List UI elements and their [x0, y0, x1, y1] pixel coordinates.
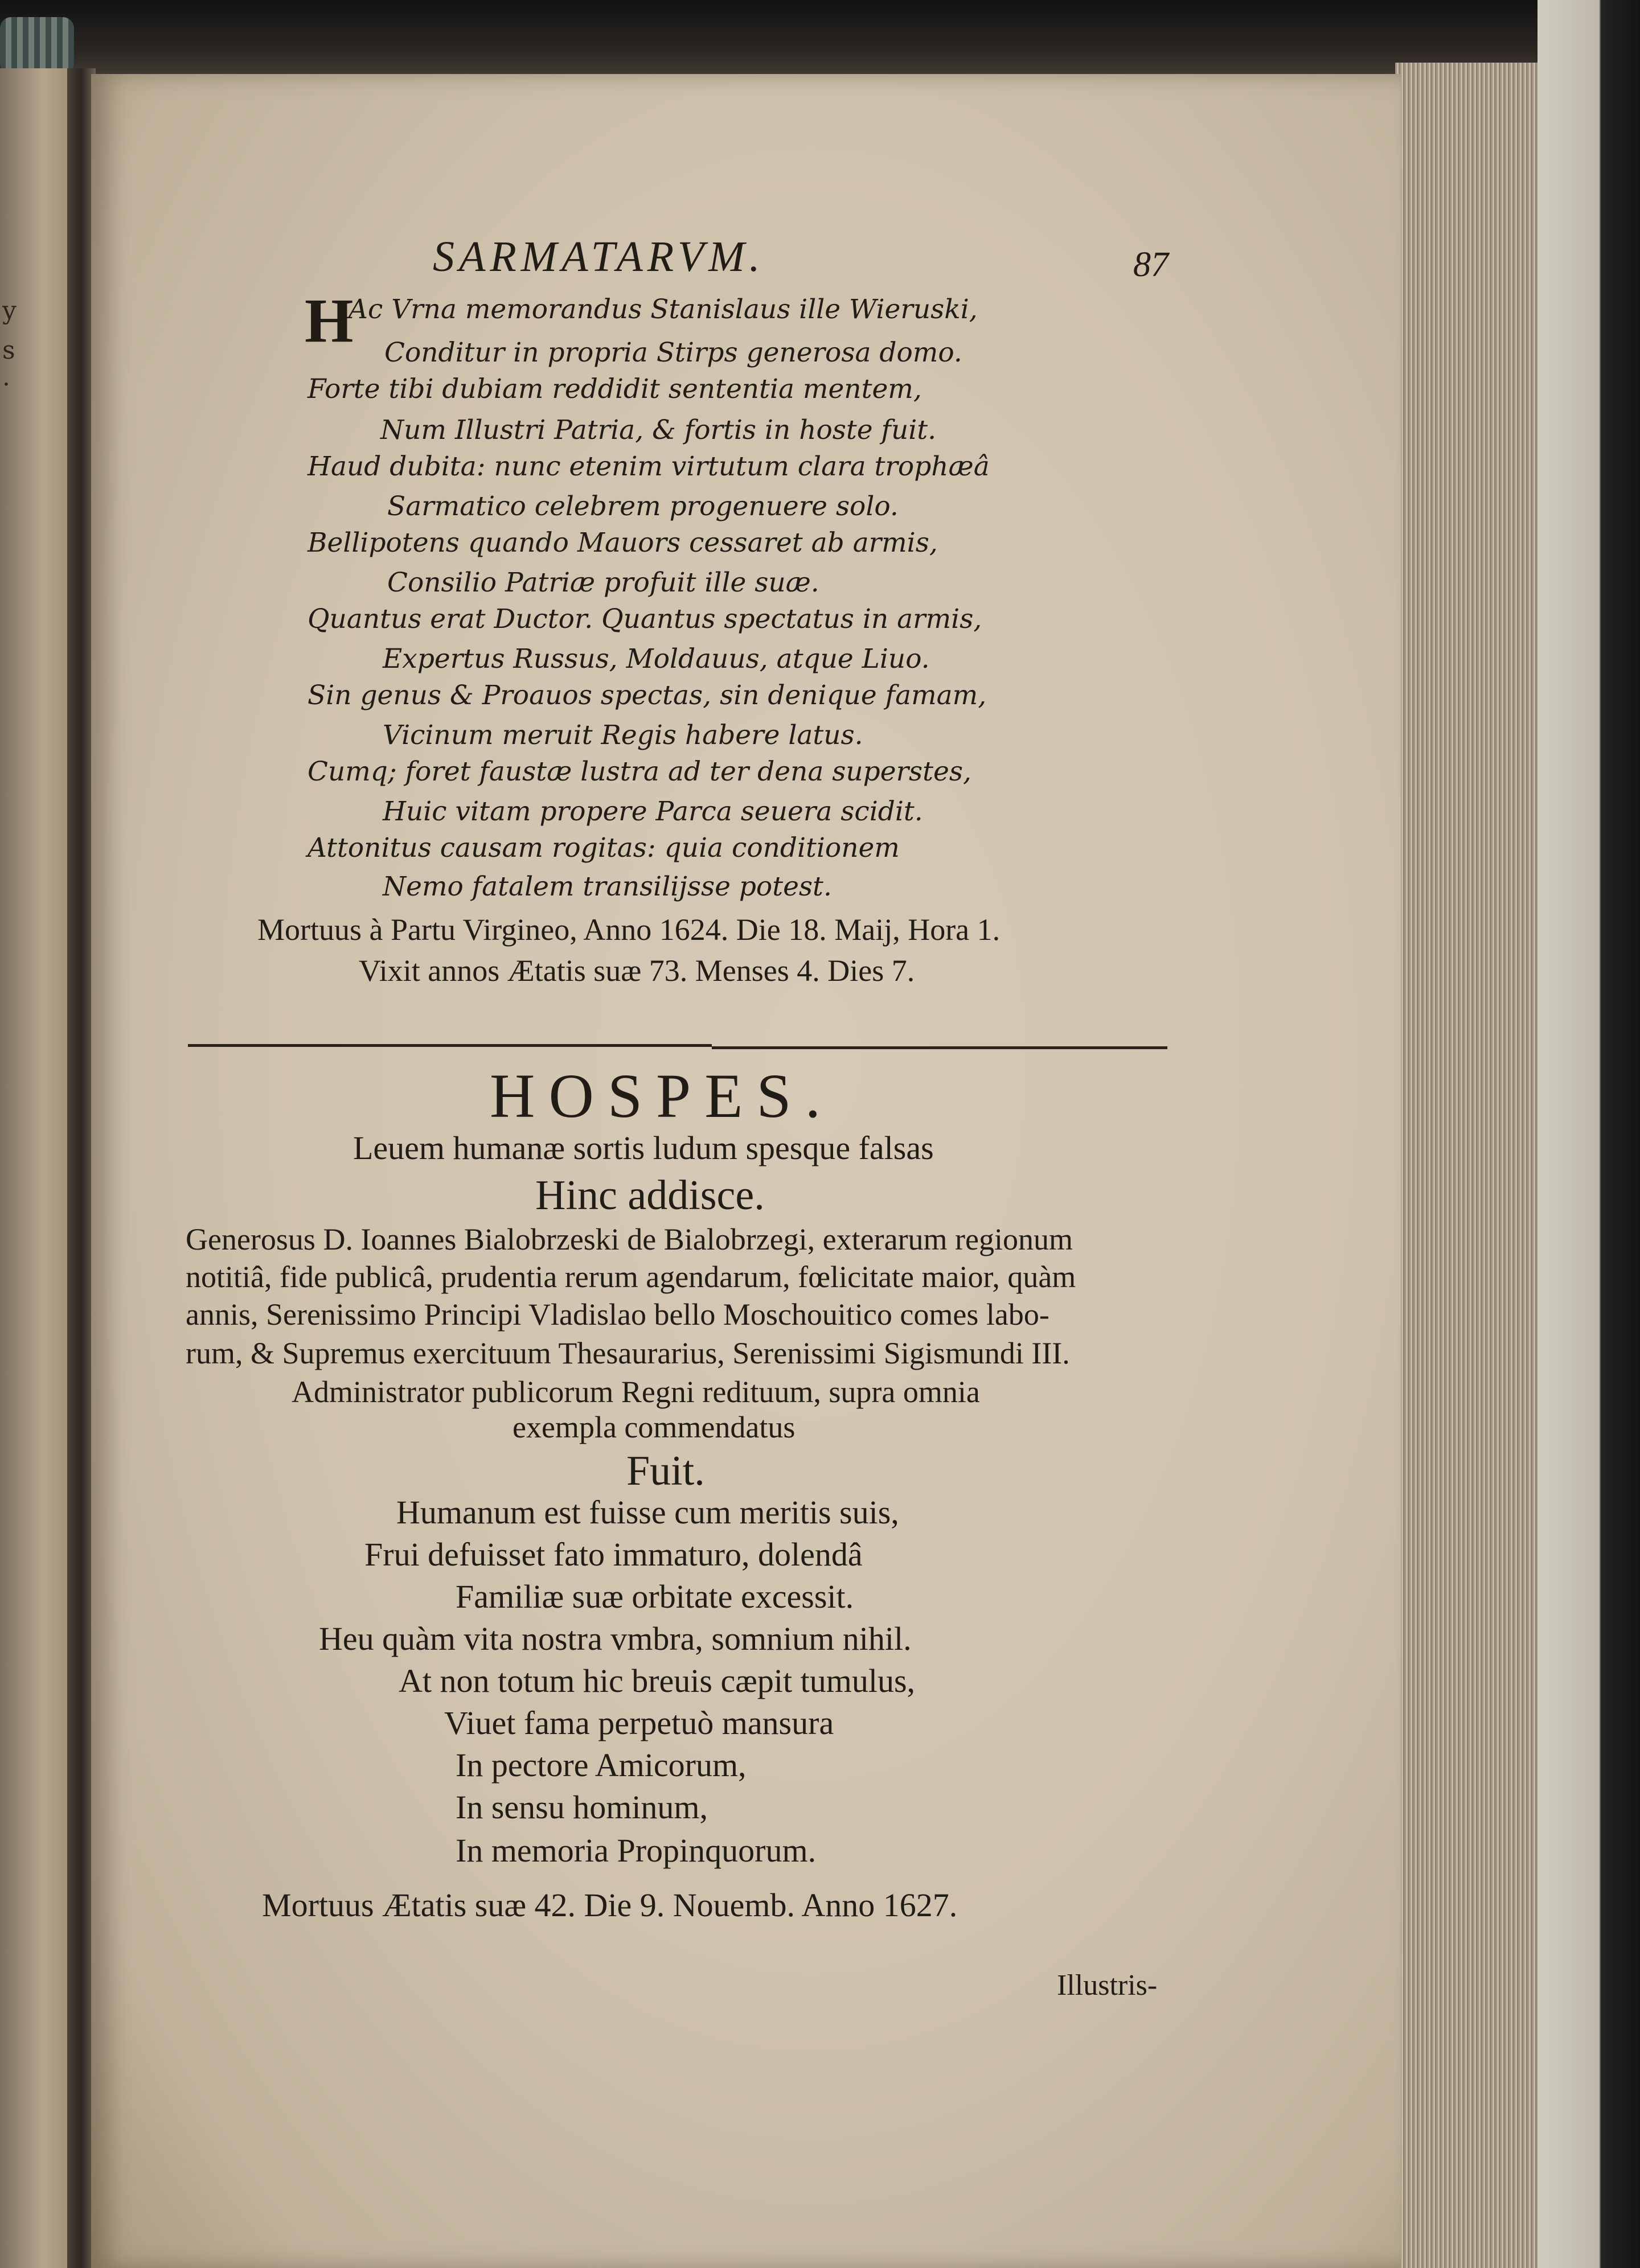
verse-line: Conditur in propria Stirps generosa domo. — [384, 337, 962, 368]
left-fragment: y — [2, 296, 17, 325]
paragraph-line: Generosus D. Ioannes Bialobrzeski de Bialobrzegi, exterarum regionum — [186, 1222, 1073, 1256]
verse-line: Viuet fama perpetuò mansura — [444, 1704, 834, 1741]
death-date-line: Mortuus à Partu Virgineo, Anno 1624. Die 18. Maij, Hora 1. — [257, 913, 1001, 947]
book-top-edge — [0, 0, 1640, 85]
drop-cap: H — [305, 286, 354, 355]
verse-line: Bellipotens quando Mauors cessaret ab armis, — [308, 527, 938, 558]
verse-line: Num Illustri Patria, & fortis in hoste fuit. — [380, 414, 937, 446]
running-head: SARMATARVM. — [433, 233, 765, 281]
verse-line: In memoria Propinquorum. — [456, 1832, 817, 1869]
verse-line: Heu quàm vita nostra vmbra, somnium nihil. — [319, 1620, 912, 1657]
verse-line: Ac Vrna memorandus Stanislaus ille Wieruski, — [348, 294, 978, 325]
verse-line: Vicinum meruit Regis habere latus. — [383, 720, 863, 751]
paragraph-line: notitiâ, fide publicâ, prudentia rerum agendarum, fœlicitate maior, quàm — [186, 1260, 1076, 1294]
page-number: 87 — [1133, 245, 1168, 284]
verse-line: Consilio Patriæ profuit ille suæ. — [387, 567, 819, 598]
verse-line: Forte tibi dubiam reddidit sententia mentem, — [308, 373, 922, 405]
verse-line: Cumq; foret faustæ lustra ad ter dena superstes, — [308, 756, 971, 787]
section-rule — [188, 1044, 712, 1047]
age-line: Vixit annos Ætatis suæ 73. Menses 4. Dies 7. — [359, 954, 915, 988]
left-fragment: · — [2, 370, 10, 399]
verse-line: In pectore Amicorum, — [456, 1747, 747, 1784]
paragraph-line: annis, Serenissimo Principi Vladislao bello Moschouitico comes labo- — [186, 1297, 1049, 1332]
section-rule — [712, 1046, 1167, 1049]
verse-line: Humanum est fuisse cum meritis suis, — [396, 1494, 899, 1531]
verse-line: Huic vitam propere Parca seuera scidit. — [383, 796, 923, 827]
catchword: Illustris- — [1057, 1969, 1158, 2002]
cover-edge — [1538, 0, 1640, 2268]
verse-line: Frui defuisset fato immaturo, dolendâ — [364, 1536, 863, 1573]
page-block-edge — [1395, 63, 1543, 2268]
headband — [0, 17, 74, 74]
paragraph-line: exempla commendatus — [512, 1410, 796, 1444]
verse-line: In sensu hominum, — [456, 1789, 708, 1826]
left-fragment: s — [2, 336, 15, 365]
paragraph-line: rum, & Supremus exercituum Thesaurarius, Serenissimi Sigismundi III. — [186, 1336, 1070, 1370]
fuit-heading: Fuit. — [626, 1448, 705, 1494]
verse-line: Haud dubita: nunc etenim virtutum clara trophæâ — [308, 451, 990, 482]
left-page-text-fragments — [0, 273, 34, 1298]
death-date-line: Mortuus Ætatis suæ 42. Die 9. Nouemb. Anno 1627. — [262, 1887, 958, 1924]
verse-line: Attonitus causam rogitas: quia conditionem — [308, 832, 900, 864]
verse-line: Expertus Russus, Moldauus, atque Liuo. — [383, 643, 930, 675]
verse-line: Familiæ suæ orbitate excessit. — [456, 1578, 854, 1615]
intro-line: Leuem humanæ sortis ludum spesque falsas — [353, 1129, 934, 1166]
verse-line: At non totum hic breuis cæpit tumulus, — [399, 1662, 916, 1699]
verse-line: Sarmatico celebrem progenuere solo. — [387, 491, 899, 522]
hospes-heading: HOSPES. — [490, 1061, 835, 1131]
verse-line: Quantus erat Ductor. Quantus spectatus in armis, — [308, 603, 982, 635]
verse-line: Sin genus & Proauos spectas, sin denique famam, — [308, 680, 987, 711]
paragraph-line: Administrator publicorum Regni redituum, supra omnia — [292, 1375, 980, 1409]
hinc-heading: Hinc addisce. — [535, 1172, 765, 1219]
verse-line: Nemo fatalem transilijsse potest. — [383, 871, 832, 902]
